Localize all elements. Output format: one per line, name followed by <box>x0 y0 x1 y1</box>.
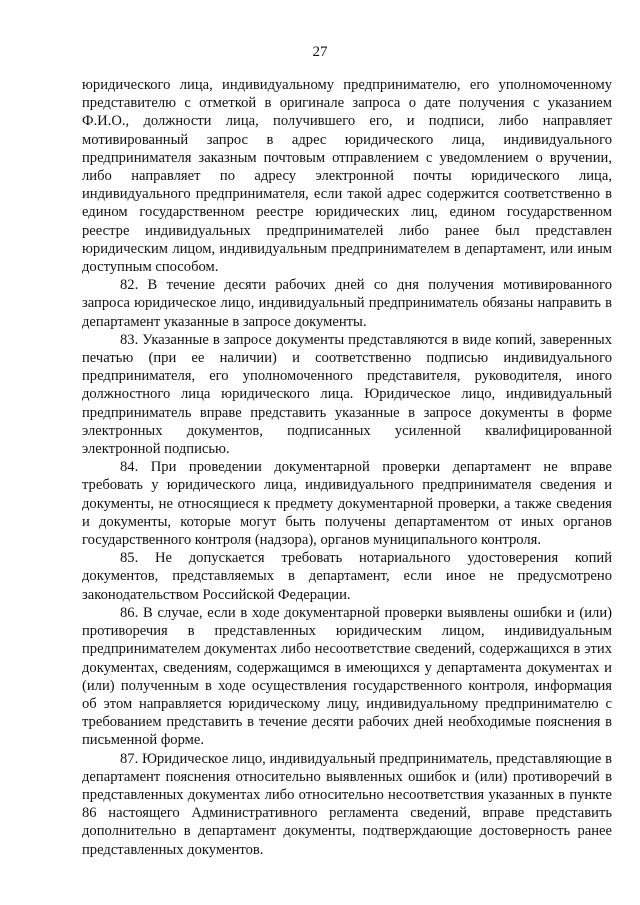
document-body <box>82 76 612 859</box>
paragraph-85: 85. Не допускается требовать нотариального удостоверения копий документов, представляемых в департамент, если иное не предусмотрено законодательством Российской Федерации. <box>82 550 612 603</box>
paragraph-continuation: юридического лица, индивидуальному предпринимателю, его уполномоченному представителю с отметкой в оригинале запроса о дате получения с указанием Ф.И.О., должности лица, получившего его, и подписи, либо направляет мотивированный запрос в адрес юридического лица, индивидуального предпринимателя заказным почтовым отправлением с уведомлением о вручении, либо направляет по адресу электронной почты юридического лица, индивидуального предпринимателя, если такой адрес содержится соответственно в едином государственном реестре юридических лиц, едином государственном реестре индивидуальных предпринимателей либо ранее был представлен юридическим лицом, индивидуальным предпринимателем в департамент, или иным доступным способом. <box>82 77 612 276</box>
paragraph-86: 86. В случае, если в ходе документарной проверки выявлены ошибки и (или) противоречия в представленных юридическим лицом, индивидуальным предпринимателем документах либо несоответствие сведений, содержащихся в этих документах, сведениям, содержащимся в имеющихся у департамента документах и (или) полученным в ходе осуществления государственного контроля, информация об этом направляется юридическому лицу, индивидуальному предпринимателю с требованием представить в течение десяти рабочих дней необходимые пояснения в письменной форме. <box>82 604 612 749</box>
paragraph-87: 87. Юридическое лицо, индивидуальный предприниматель, представляющие в департамент пояснения относительно выявленных ошибок и (или) противоречий в представленных документах либо относительно несоответствия указанных в пункте 86 настоящего Административного регламента сведений, вправе представить дополнительно в департамент документы, подтверждающие достоверность ранее представленных документов. <box>82 750 612 858</box>
paragraph-82: 82. В течение десяти рабочих дней со дня получения мотивированного запроса юридическое лицо, индивидуальный предприниматель обязаны направить в департамент указанные в запросе документы. <box>82 277 612 330</box>
paragraph-83: 83. Указанные в запросе документы представляются в виде копий, заверенных печатью (при ее наличии) и соответственно подписью индивидуального предпринимателя, его уполномоченного представителя, руководителя, иного должностного лица юридического лица. Юридическое лицо, индивидуальный предприниматель вправе представить указанные в запросе документы в форме электронных документов, подписанных усиленной квалифицированной электронной подписью. <box>82 331 612 458</box>
paragraph-84: 84. При проведении документарной проверки департамент не вправе требовать у юридического лица, индивидуального предпринимателя сведения и документы, не относящиеся к предмету документарной проверки, а также сведения и документы, которые могут быть получены департаментом от иных органов государственного контроля (надзора), органов муниципального контроля. <box>82 459 612 549</box>
page-number: 27 <box>312 44 328 60</box>
